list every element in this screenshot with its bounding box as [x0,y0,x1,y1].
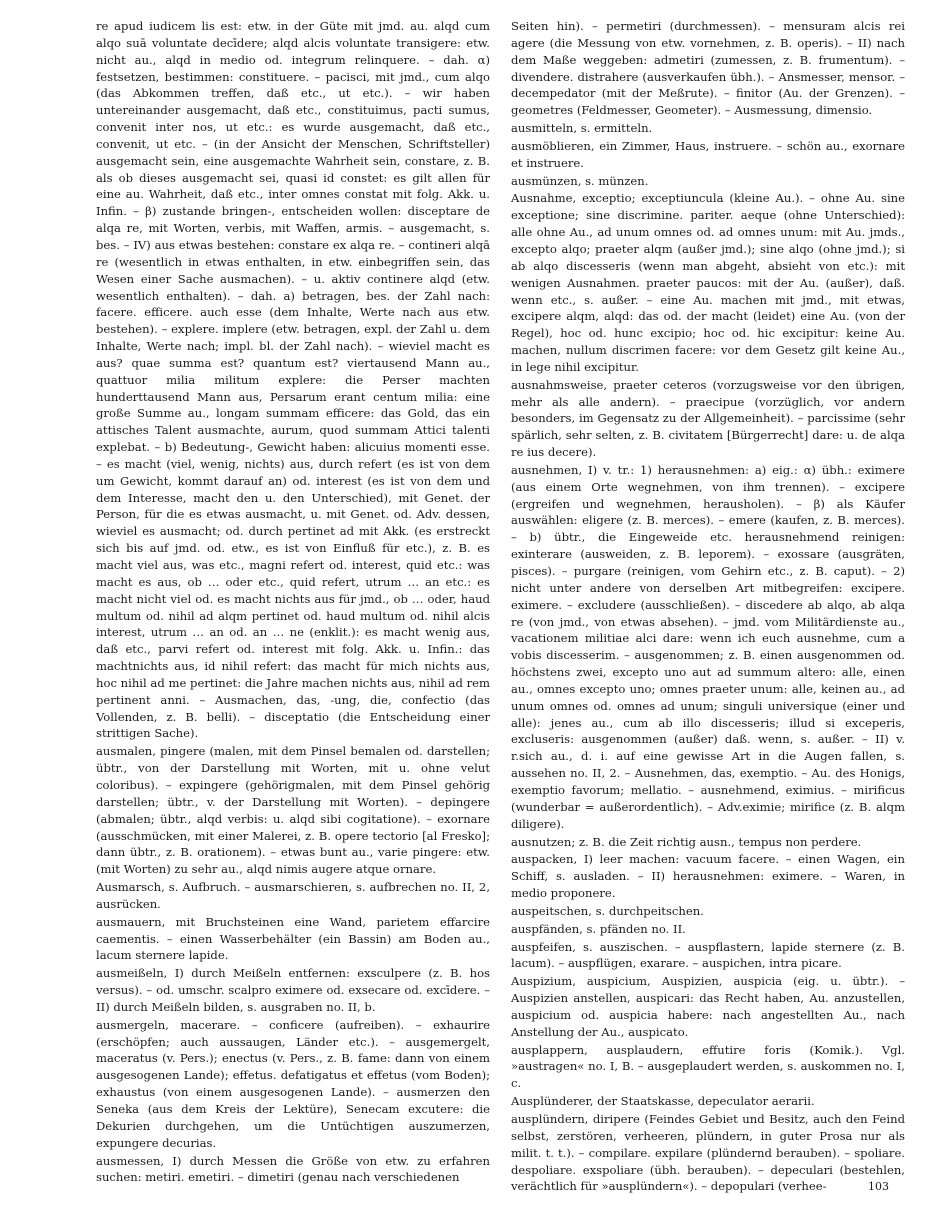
entry-ausmachen-cont: re apud iudicem lis est: etw. in der Güte mit jmd. au. alqd cum alqo suā voluntate decīdere; alqd alcis voluntate transigere: etw. nicht au., alqd in medio od. integrum relinquere. – dah. α) festsetzen, bestimmen: constituere. – pacisci, mit jmd., cum alqo (das Abkommen treffen, daß etc., ut etc.). – wir haben untereinander ausgemacht, daß etc., constituimus, pacti sumus, convenit inter nos, ut etc.: es wurde ausgemacht, daß etc., convenit, ut etc. – (in der Ansicht der Menschen, Schriftsteller) ausgemacht sein, eine ausgemachte Wahrheit sein, constare, z. B. als ob dieses ausgemacht sei, quasi id constet: es gilt allen für eine au. Wahrheit, daß etc., inter omnes constat mit folg. Akk. u. Infin. – β) zustande bringen-, entscheiden wollen: disceptare de alqa re, mit Worten, verbis, mit Waffen, armis. – ausgemacht, s. bes. – IV) aus etwas bestehen: constare ex alqa re. – contineri alqā re (wesentlich in etwas enthalten, in etw. einbegriffen sein, das Wesen einer Sache ausmachen). – u. aktiv continere alqd (etw. wesentlich enthalten). – dah. a) betragen, bes. der Zahl nach: facere. efficere. auch esse (dem Inhalte, Werte nach aus etw. bestehen). – explere. implere (etw. betragen, expl. der Zahl u. dem Inhalte, Werte nach; impl. bl. der Zahl nach). – wieviel macht es aus? quae summa est? quantum est? viertausend Mann au., quattuor milia militum explere: die Perser machten hunderttausend Mann aus, Persarum erant centum milia: eine große Summe au., longam summam efficere: das Gold, das ein attisches Talent ausmachte, aurum, quod summam Attici talenti explebat. – b) Bedeutung-, Gewicht haben: alicuius momenti esse. – es macht (viel, wenig, nichts) aus, durch refert (es ist von dem um Gewicht, kommt darauf an) od. interest (es ist von dem und dem Interesse, macht den u. den Unterschied), mit Genet. der Person, für die es etwas ausmacht, u. mit Genet. od. Adv. dessen, wieviel es ausmacht; od. durch pertinet ad mit Akk. (es erstreckt sich bis auf jmd. od. etw., es ist von Einfluß für etc.), z. B. es macht viel aus, was etc., magni refert od. interest, quid etc.: was macht es aus, ob … oder etc., quid refert, utrum … an etc.: es macht nicht viel od. es macht nichts aus für jmd., ob … oder, haud multum od. nihil ad alqm pertinet od. haud multum od. nihil alcis interest, utrum … an od. an … ne (enklit.): es macht wenig aus, daß etc., parvi refert od. interest mit folg. Akk. u. Infin.: das machtnichts aus, id nihil refert: das macht für mich nichts aus, hoc nihil ad me pertinet: die Jahre machen nichts aus, nihil ad rem pertinent anni. – Ausmachen, das, -ung, die, confectio (das Vollenden, z. B. belli). – disceptatio (die Entscheidung einer strittigen Sache). [96,19,490,741]
entry-ausmeisseln: ausmeißeln, I) durch Meißeln entfernen: exsculpere (z. B. hos versus). – od. umschr. scalpro eximere od. exsecare od. excīdere. – II) durch Meißeln bilden, s. ausgraben no. II, b. [96,966,490,1014]
entry-auspacken: auspacken, I) leer machen: vacuum facere. – einen Wagen, ein Schiff, s. ausladen. – II) herausnehmen: eximere. – Waren, in medio proponere. [511,852,905,901]
entry-ausmergeln: ausmergeln, macerare. – conficere (aufreiben). – exhaurire (erschöpfen; auch aussaugen, Länder etc.). – ausgemergelt, maceratus (v. Pers.); enectus (v. Pers., z. B. fame: dann von einem ausgesogenen Lande); effetus. defatigatus et effetus (vom Boden); exhaustus (von einem ausgesogenen Lande). – ausmerzen den Seneka (aus dem Kreis der Lektüre), Senecam excutere: die Dekurien durchgehen, um die Untüchtigen auszumerzen, expungere decurias. [96,1017,490,1150]
page-number: 103 [868,1180,889,1193]
entry-auspluenderer: Ausplünderer, der Staatskasse, depeculator aerarii. [511,1094,815,1109]
entry-ausnahme: Ausnahme, exceptio; exceptiuncula (kleine Au.). – ohne Au. sine exceptione; sine discrimine. pariter. aeque (ohne Unterschied): alle ohne Au., ad unum omnes od. ad omnes unum: mit Au. jmds., excepto alqo; praeter alqm (außer jmd.); sine alqo (ohne jmd.); si ab alqo discesseris (wenn man abgeht, absieht von etc.): mit wenigen Ausnahmen. praeter paucos: mit der Au. (außer), daß. wenn etc., s. außer. – eine Au. machen mit jmd., mit etwas, excipere alqm, alqd: das od. der macht (leidet) eine Au. (von der Regel), hoc od. hunc excipio; hoc od. hic excipitur: keine Au. machen, nullum discrimen facere: vor dem Gesetz gilt keine Au., in lege nihil excipitur. [511,191,905,374]
entry-auspluendern: ausplündern, diripere (Feindes Gebiet und Besitz, auch den Feind selbst, zerstören, verheeren, plündern, in guter Prosa nur als milit. t. t.). – compilare. expilare (plündernd berauben). – spoliare. despoliare. exspoliare (übh. berauben). – depeculari (bestehlen, verächtlich für »ausplündern«). – depopulari (verhee- [511,1112,905,1194]
entry-ausmoeblieren: ausmöblieren, ein Zimmer, Haus, instruere. – schön au., exornare et instruere. [511,138,905,170]
left-column [96,18,490,1185]
entry-auspeitschen: auspeitschen, s. durchpeitschen. [511,903,704,918]
entry-ausmauern: ausmauern, mit Bruchsteinen eine Wand, parietem effarcire caementis. – einen Wasserbehälter (ein Bassin) am Boden au., lacum sternere lapide. [96,914,490,963]
entry-ausmessen: ausmessen, I) durch Messen die Größe von etw. zu erfahren suchen: metiri. emetiri. – dimetiri (genau nach verschiedenen [96,1153,490,1185]
entry-ausnutzen: ausnutzen; z. B. die Zeit richtig ausn., tempus non perdere. [511,834,862,849]
entry-ausmarsch: Ausmarsch, s. Aufbruch. – ausmarschieren, s. aufbrechen no. II, 2, ausrücken. [96,880,490,911]
entry-auspfaenden: auspfänden, s. pfänden no. II. [511,921,686,936]
entry-ausplappern: ausplappern, ausplaudern, effutire foris (Komik.). Vgl. »austragen« no. I, B. – ausgeplaudert werden, s. auskommen no. I, c. [511,1042,905,1091]
entry-ausmalen: ausmalen, pingere (malen, mit dem Pinsel bemalen od. darstellen; übtr., von der Darstellung mit Worten, mit u. ohne velut coloribus). – expingere (gehörigmalen, mit dem Pinsel gehörig darstellen; übtr., v. der Darstellung mit Worten). – depingere (abmalen; übtr., alqd verbis: u. alqd sibi cogitatione). – exornare (ausschmücken, mit einer Malerei, z. B. opere tectorio [al Fresko]; dann übtr., z. B. orationem). – etwas bunt au., varie pingere: etw. (mit Worten) zu sehr au., alqd nimis augere atque ornare. [96,744,490,877]
entry-ausnehmen: ausnehmen, I) v. tr.: 1) herausnehmen: a) eig.: α) übh.: eximere (aus einem Orte wegnehmen, von ihm trennen). – excipere (ergreifen und wegnehmen, herausholen). – β) als Käufer auswählen: eligere (z. B. merces). – emere (kaufen, z. B. merces). – b) übtr., die Eingeweide etc. herausnehmend reinigen: exinterare (ausweiden, z. B. leporem). – exossare (ausgräten, pisces). – purgare (reinigen, vom Gehirn etc., z. B. caput). – 2) nicht unter andere von derselben Art mitbegreifen: excipere. eximere. – excludere (ausschließen). – discedere ab alqo, ab alqa re (von jmd., von etwas absehen). – jmd. vom Militärdienste au., vacationem militiae alci dare: wenn ich euch ausnehme, cum a vobis discesserim. – ausgenommen; z. B. einen ausgenommen od. höchstens zwei, excepto uno aut ad summum altero: alle, einen au., omnes excepto uno; omnes praeter unum: alle, keinen au., ad unum omnes od. omnes ad unum; singuli universique (einer und alle): jenes au., cum ab illo discesseris; illud si exceperis, excluseris: ausgenommen (außer) daß. wenn, s. außer. – II) v. r.sich au., d. i. auf eine gewisse Art in die Augen fallen, s. aussehen no. II, 2. – Ausnehmen, das, exemptio. – Au. des Honigs, exemptio favorum; mellatio. – ausnehmend, eximius. – mirificus (wunderbar = außerordentlich). – Adv.eximie; mirifice (z. B. alqm diligere). [511,462,905,831]
entry-ausmitteln: ausmitteln, s. ermitteln. [511,121,653,136]
entry-auspfeifen: auspfeifen, s. auszischen. – auspflastern, lapide sternere (z. B. lacum). – auspflügen, exarare. – auspichen, intra picare. [511,939,905,971]
entry-ausmessen-cont: Seiten hin). – permetiri (durchmessen). – mensuram alcis rei agere (die Messung von etw. vornehmen, z. B. operis). – II) nach dem Maße weggeben: admetiri (zumessen, z. B. frumentum). – divendere. distrahere (ausverkaufen übh.). – Ansmesser, mensor. – decempedator (mit der Meßrute). – finitor (Au. der Grenzen). – geometres (Feldmesser, Geometer). – Ausmessung, dimensio. [511,19,905,118]
entry-ausnahmsweise: ausnahmsweise, praeter ceteros (vorzugsweise vor den übrigen, mehr als alle andern). – praecipue (vorzüglich, vor andern besonders, im Gegensatz zu der Allgemeinheit). – parcissime (sehr spärlich, sehr selten, z. B. civitatem [Bürgerrecht] dare: u. de alqa re ius decere). [511,377,905,460]
entry-ausmuenzen: ausmünzen, s. münzen. [511,173,649,188]
entry-auspizium: Auspizium, auspicium, Auspizien, auspicia (eig. u. übtr.). – Auspizien anstellen, auspicari: das Recht haben, Au. anzustellen, auspicium od. auspicia habere: nach angestellten Au., nach Anstellung der Au., auspicato. [511,974,905,1039]
